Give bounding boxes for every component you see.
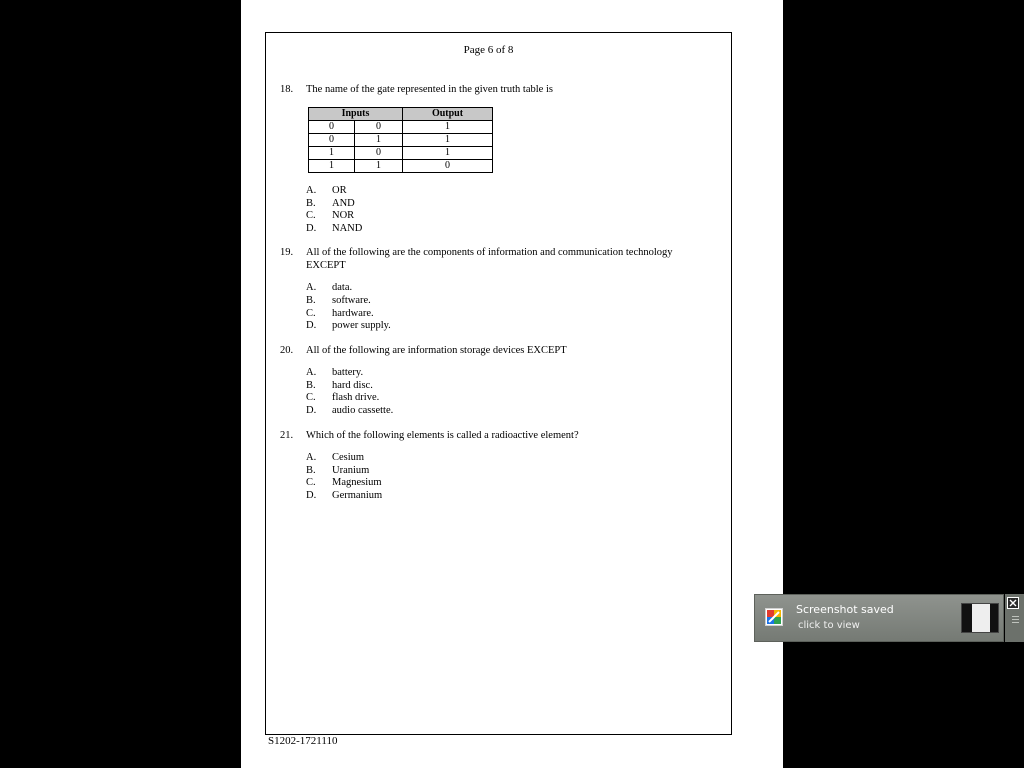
option-text: hardware. — [332, 308, 374, 319]
option-letter: D. — [306, 405, 317, 416]
option-letter: D. — [306, 320, 317, 331]
notification-title: Screenshot saved — [796, 603, 894, 616]
table-cell: 0 — [355, 147, 403, 160]
table-cell: 1 — [403, 134, 493, 147]
thumbnail-page — [972, 604, 990, 632]
close-icon[interactable] — [1007, 597, 1019, 609]
screenshot-thumbnail[interactable] — [961, 603, 999, 633]
option-text: Uranium — [332, 465, 370, 476]
page-number: Page 6 of 8 — [463, 44, 514, 56]
option-text: hard disc. — [332, 380, 373, 391]
app-logo-icon — [765, 608, 783, 626]
table-cell: 1 — [355, 134, 403, 147]
option-text: software. — [332, 295, 371, 306]
option-letter: D. — [306, 223, 317, 234]
table-cell: 1 — [403, 147, 493, 160]
table-cell: 1 — [403, 121, 493, 134]
option-text: Cesium — [332, 452, 365, 463]
table-row — [309, 121, 493, 134]
table-cell: 0 — [309, 134, 355, 147]
option-text: flash drive. — [332, 392, 380, 403]
option-text: battery. — [332, 367, 364, 378]
document-code: S1202-1721110 — [268, 735, 338, 747]
option-text: NOR — [332, 210, 355, 221]
option-text: NAND — [332, 223, 363, 234]
question-number: 20. — [280, 345, 294, 356]
truth-table-header-output: Output — [403, 108, 493, 121]
menu-line — [1012, 616, 1019, 617]
option-text: data. — [332, 282, 353, 293]
question-number: 18. — [280, 84, 294, 95]
table-cell: 1 — [309, 147, 355, 160]
table-row — [309, 147, 493, 160]
table-cell: 0 — [403, 160, 493, 173]
table-row — [309, 160, 493, 173]
menu-line — [1012, 622, 1019, 623]
option-letter: C. — [306, 477, 316, 488]
option-text: Magnesium — [332, 477, 382, 488]
option-text: OR — [332, 185, 347, 196]
option-letter: B. — [306, 465, 316, 476]
option-text: power supply. — [332, 320, 391, 331]
table-row — [309, 134, 493, 147]
option-letter: C. — [306, 308, 316, 319]
option-letter: D. — [306, 490, 317, 501]
option-letter: B. — [306, 380, 316, 391]
option-text: audio cassette. — [332, 405, 394, 416]
truth-table — [308, 107, 493, 173]
truth-table-header-inputs: Inputs — [309, 108, 403, 121]
option-text: AND — [332, 198, 355, 209]
option-text: Germanium — [332, 490, 383, 501]
question-text: All of the following are information storage devices EXCEPT — [306, 345, 567, 356]
menu-line — [1012, 619, 1019, 620]
table-cell: 1 — [309, 160, 355, 173]
table-cell: 1 — [355, 160, 403, 173]
question-text: Which of the following elements is called a radioactive element? — [306, 430, 579, 441]
question-number: 19. — [280, 247, 294, 258]
question-text: The name of the gate represented in the given truth table is — [306, 84, 553, 95]
option-letter: B. — [306, 198, 316, 209]
option-letter: A. — [306, 367, 317, 378]
option-letter: C. — [306, 210, 316, 221]
notification-subtitle[interactable]: click to view — [798, 620, 860, 631]
question-number: 21. — [280, 430, 294, 441]
option-letter: A. — [306, 282, 317, 293]
table-cell: 0 — [309, 121, 355, 134]
screenshot-notification[interactable] — [754, 594, 1004, 642]
table-cell: 0 — [355, 121, 403, 134]
option-letter: A. — [306, 185, 317, 196]
option-letter: B. — [306, 295, 316, 306]
option-letter: C. — [306, 392, 316, 403]
question-text: All of the following are the components of information and communication technology EXCEPT — [306, 247, 673, 271]
option-letter: A. — [306, 452, 317, 463]
